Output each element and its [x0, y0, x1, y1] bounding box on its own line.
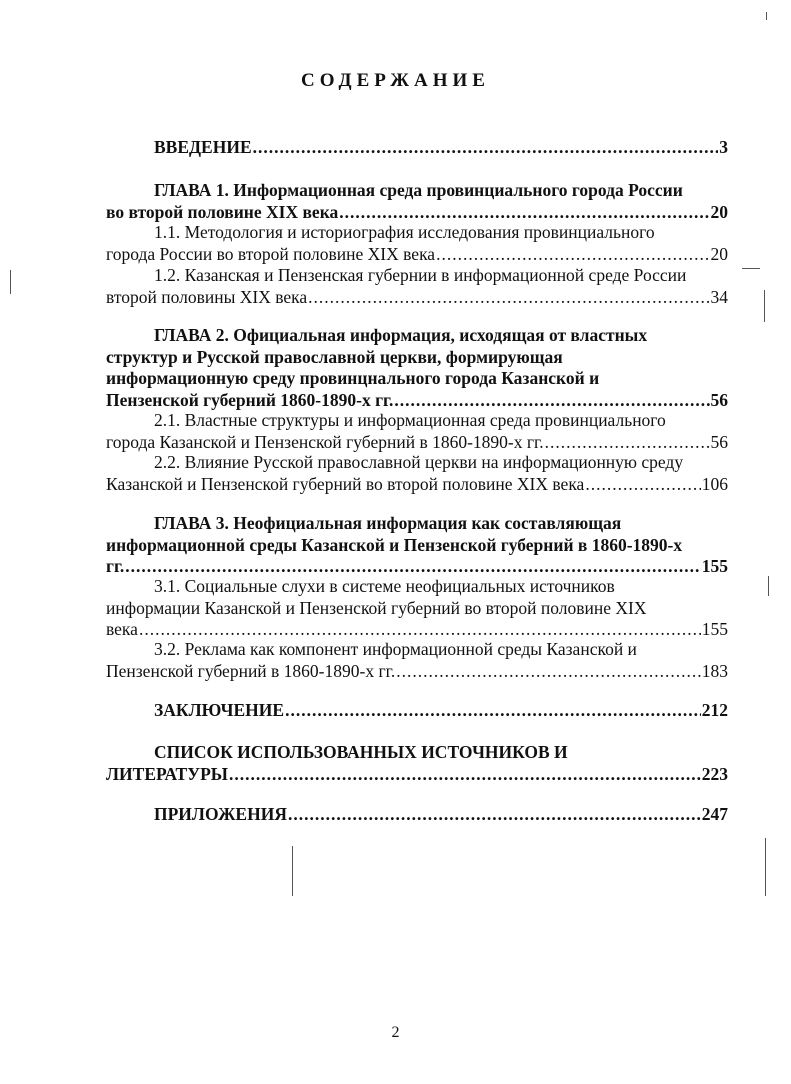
dot-leader — [308, 287, 709, 309]
toc-label: Пензенской губерний в 1860-1890-х гг. — [106, 660, 396, 681]
toc-entry-section-2-1[interactable] — [106, 410, 728, 453]
toc-label: ГЛАВА 2. Официальная информация, исходящая от властных — [154, 325, 648, 345]
dot-leader — [436, 244, 709, 266]
toc-label: во второй половине XIX века — [106, 201, 339, 222]
scan-artifact — [766, 12, 767, 20]
toc-label: 2.1. Властные структуры и информационная среда провинциального — [154, 410, 666, 430]
toc-entry-chapter-3[interactable] — [106, 513, 728, 578]
toc-entry-sources[interactable] — [106, 742, 728, 785]
toc-page: 212 — [701, 700, 728, 720]
toc-entry-chapter-2[interactable] — [106, 325, 728, 411]
toc-label: СПИСОК ИСПОЛЬЗОВАННЫХ ИСТОЧНИКОВ И — [154, 742, 568, 762]
toc-page: 155 — [701, 619, 728, 639]
toc-entry-conclusion[interactable] — [106, 700, 728, 722]
toc-entry-introduction[interactable] — [106, 137, 728, 159]
toc-entry-section-3-2[interactable] — [106, 639, 728, 682]
toc-page: 20 — [710, 201, 728, 222]
toc-entry-section-1-2[interactable] — [106, 265, 728, 308]
toc-label: структур и Русской православной церкви, формирующая — [106, 346, 563, 367]
toc-label: города России во второй половине XIX века — [106, 243, 436, 264]
toc-page: 106 — [701, 473, 728, 494]
toc-entry-appendix[interactable] — [106, 804, 728, 826]
toc-label: ЗАКЛЮЧЕНИЕ — [154, 700, 285, 720]
toc-label: информационную среду провинцнального города Казанской и — [106, 368, 600, 388]
toc-label: 1.1. Методология и историография исследования провинциального — [154, 222, 655, 242]
toc-label: гг. — [106, 556, 125, 576]
toc-page: 56 — [710, 431, 728, 452]
dot-leader — [139, 619, 701, 641]
toc-entry-section-2-2[interactable] — [106, 452, 728, 495]
toc-page: 3 — [719, 137, 728, 157]
dot-leader — [285, 700, 701, 722]
dot-leader — [229, 764, 701, 786]
dot-leader — [125, 556, 700, 578]
scan-artifact — [10, 270, 11, 294]
toc-label: города Казанской и Пензенской губерний в 1860-1890-х гг. — [106, 431, 544, 452]
toc-label: 2.2. Влияние Русской православной церкви на информационную среду — [154, 452, 684, 472]
page-number: 2 — [391, 1024, 400, 1041]
toc-entry-section-1-1[interactable] — [106, 222, 728, 265]
toc-entry-section-3-1[interactable] — [106, 576, 728, 641]
scan-artifact — [742, 268, 760, 269]
toc-page: 34 — [710, 286, 728, 307]
dot-leader — [396, 661, 701, 683]
toc-label: информации Казанской и Пензенской губерний во второй половине XIX — [106, 597, 647, 618]
toc-label: 1.2. Казанская и Пензенская губернии в информационной среде России — [154, 265, 687, 285]
dot-leader — [545, 432, 710, 454]
dot-leader — [339, 202, 709, 224]
toc-entry-chapter-1[interactable] — [106, 180, 728, 223]
toc-label: Казанской и Пензенской губерний во второй половине XIX века — [106, 473, 585, 494]
toc-page: 247 — [701, 804, 728, 824]
toc-label: 3.1. Социальные слухи в системе неофициальных источников — [154, 576, 615, 596]
toc-page: 183 — [701, 660, 728, 681]
toc-label: ПРИЛОЖЕНИЯ — [154, 804, 287, 824]
page-title: СОДЕРЖАНИЕ — [301, 70, 490, 91]
toc-label: ГЛАВА 3. Неофициальная информация как составляющая — [154, 513, 622, 533]
toc-label: ГЛАВА 1. Информационная среда провинциального города России — [154, 180, 683, 200]
toc-label: ЛИТЕРАТУРЫ — [106, 763, 228, 784]
toc-label: ВВЕДЕНИЕ — [154, 137, 252, 157]
dot-leader — [394, 390, 709, 412]
toc-label: информационной среды Казанской и Пензенской губерний в 1860-1890-х — [106, 534, 683, 555]
toc-page: 20 — [710, 243, 728, 264]
dot-leader — [288, 804, 701, 826]
scan-artifact — [764, 290, 765, 322]
toc-label: второй половины XIX века — [106, 286, 308, 307]
scan-artifact — [765, 838, 766, 896]
scan-artifact — [292, 846, 293, 896]
toc-label: 3.2. Реклама как компонент информационной среды Казанской и — [154, 639, 637, 659]
toc-label: века — [106, 619, 138, 639]
scan-artifact — [768, 576, 769, 596]
toc-page: 155 — [701, 556, 728, 576]
dot-leader — [585, 474, 700, 496]
toc-page: 223 — [701, 763, 728, 784]
toc-label: Пензенской губерний 1860-1890-х гг. — [106, 389, 394, 410]
toc-page: 56 — [710, 389, 728, 410]
dot-leader — [253, 137, 719, 159]
